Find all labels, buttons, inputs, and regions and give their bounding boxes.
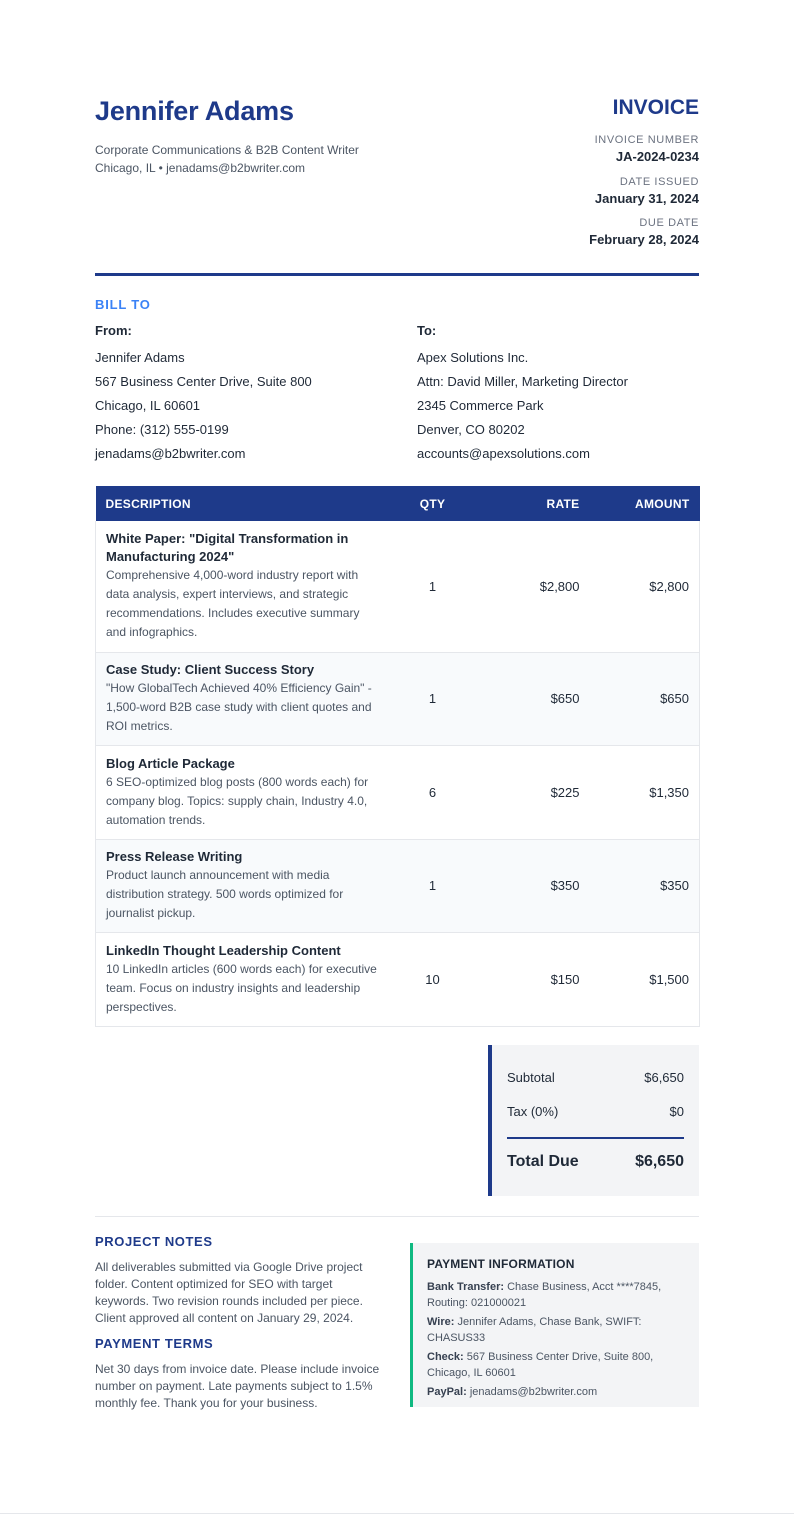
payment-method-value: 567 Business Center Drive, Suite 800, Chicago, IL 60601 — [427, 1351, 654, 1379]
totals-box — [488, 1045, 699, 1196]
from-line: Jennifer Adams — [95, 350, 185, 365]
due-date-label: DUE DATE — [639, 217, 699, 229]
table-header-row — [96, 486, 700, 521]
date-issued: January 31, 2024 — [594, 191, 699, 206]
due-date: February 28, 2024 — [589, 232, 699, 247]
totals-divider — [507, 1137, 684, 1139]
payment-method-value: Chase Business, Acct ****7845, Routing: 021000021 — [427, 1281, 662, 1309]
to-email[interactable]: accounts@apexsolutions.com — [417, 446, 590, 461]
subtotal-label: Subtotal — [507, 1070, 555, 1085]
item-qty: 10 — [393, 932, 473, 1026]
to-line: 2345 Commerce Park — [417, 398, 544, 413]
item-description: "How GlobalTech Achieved 40% Efficiency Gain" - 1,500-word B2B case study with client quotes and ROI metrics. — [106, 681, 372, 733]
invoice-header — [95, 96, 699, 251]
payment-method-wire — [427, 1314, 685, 1346]
from-line: Phone: (312) 555-0199 — [95, 422, 229, 437]
total-due-row — [507, 1153, 684, 1171]
col-amount: AMOUNT — [590, 486, 700, 521]
item-description: 6 SEO-optimized blog posts (800 words each) for company blog. Topics: supply chain, Industry 4.0, automation trends. — [106, 774, 369, 827]
item-description-cell — [96, 745, 393, 839]
col-description: DESCRIPTION — [96, 486, 393, 521]
item-title: Case Study: Client Success Story — [106, 662, 315, 677]
to-address — [417, 322, 628, 466]
tax-label: Tax (0%) — [507, 1104, 559, 1119]
footer-divider — [95, 1216, 699, 1217]
total-due-label: Total Due — [507, 1153, 579, 1170]
item-amount: $650 — [590, 652, 700, 745]
payment-method-check — [427, 1349, 685, 1381]
item-amount: $1,500 — [590, 932, 700, 1026]
payment-method-label: Wire: — [427, 1316, 455, 1328]
project-notes-text: All deliverables submitted via Google Drive project folder. Content optimized for SEO with target keywords. Two revision rounds included per piece. Client approved all content on January 29, 2024. — [95, 1260, 363, 1325]
item-rate: $150 — [473, 932, 590, 1026]
col-qty: QTY — [393, 486, 473, 521]
payment-terms-text: Net 30 days from invoice date. Please include invoice number on payment. Late payments subject to 1.5% monthly fee. Thank you for your business. — [95, 1362, 380, 1410]
from-email[interactable]: jenadams@b2bwriter.com — [95, 446, 246, 461]
invoice-number-label: INVOICE NUMBER — [594, 134, 699, 146]
item-amount: $350 — [590, 839, 700, 932]
item-qty: 1 — [393, 652, 473, 745]
tax-value: $0 — [669, 1104, 684, 1119]
page-bottom-edge — [0, 1513, 794, 1514]
payment-info-box — [410, 1243, 699, 1407]
writer-location-email: Chicago, IL • jenadams@b2bwriter.com — [95, 161, 306, 175]
tax-row — [507, 1104, 684, 1119]
item-qty: 6 — [393, 745, 473, 839]
from-line: Chicago, IL 60601 — [95, 398, 201, 413]
item-title: LinkedIn Thought Leadership Content — [106, 942, 341, 958]
payment-method-value[interactable]: jenadams@b2bwriter.com — [469, 1386, 598, 1398]
item-qty: 1 — [393, 521, 473, 652]
item-amount: $1,350 — [590, 745, 700, 839]
payment-info-title: PAYMENT INFORMATION — [427, 1257, 575, 1271]
invoice-page — [95, 0, 699, 1515]
item-description-cell — [96, 652, 393, 745]
bill-to-title: BILL TO — [95, 297, 151, 312]
item-title: White Paper: "Digital Transformation in Manufacturing 2024" — [106, 531, 349, 565]
to-heading: To: — [417, 323, 437, 338]
item-description: Product launch announcement with media distribution strategy. 500 words optimized for journalist pickup. — [106, 868, 344, 920]
table-row — [96, 932, 700, 1026]
item-rate: $350 — [473, 839, 590, 932]
subtotal-row — [507, 1070, 684, 1085]
item-qty: 1 — [393, 839, 473, 932]
payment-method-value: Jennifer Adams, Chase Bank, SWIFT: CHASUS33 — [427, 1316, 642, 1344]
from-line: 567 Business Center Drive, Suite 800 — [95, 374, 312, 389]
payment-method-label: Bank Transfer: — [427, 1281, 505, 1293]
document-type: INVOICE — [612, 96, 699, 119]
item-rate: $225 — [473, 745, 590, 839]
date-issued-label: DATE ISSUED — [619, 176, 699, 188]
writer-name: Jennifer Adams — [95, 96, 294, 126]
table-row — [96, 652, 700, 745]
total-due-value: $6,650 — [635, 1153, 684, 1170]
col-rate: RATE — [473, 486, 590, 521]
to-line: Attn: David Miller, Marketing Director — [417, 374, 628, 389]
payment-method-label: PayPal: — [427, 1386, 467, 1398]
item-title: Press Release Writing — [106, 849, 243, 864]
table-row — [96, 521, 700, 652]
line-items-table — [95, 486, 700, 1027]
item-description-cell — [96, 521, 393, 652]
table-row — [96, 745, 700, 839]
project-notes-title: PROJECT NOTES — [95, 1234, 213, 1249]
subtotal-value: $6,650 — [644, 1070, 684, 1085]
invoice-number: JA-2024-0234 — [615, 149, 699, 164]
payment-terms-title: PAYMENT TERMS — [95, 1336, 214, 1351]
item-amount: $2,800 — [590, 521, 700, 652]
payment-method-label: Check: — [427, 1351, 464, 1363]
from-address — [95, 322, 312, 466]
item-description-cell — [96, 839, 393, 932]
item-title: Blog Article Package — [106, 755, 235, 771]
header-divider — [95, 273, 699, 276]
payment-method-bank — [427, 1279, 685, 1311]
item-rate: $2,800 — [473, 521, 590, 652]
item-description-cell — [96, 932, 393, 1026]
writer-tagline: Corporate Communications & B2B Content Writer — [95, 143, 359, 157]
table-row — [96, 839, 700, 932]
item-description: Comprehensive 4,000-word industry report with data analysis, expert interviews, and strategic recommendations. Includes executive summary and infographics. — [106, 568, 360, 640]
item-rate: $650 — [473, 652, 590, 745]
payment-method-paypal — [427, 1384, 685, 1400]
item-description: 10 LinkedIn articles (600 words each) for executive team. Focus on industry insights and leadership perspectives. — [106, 961, 377, 1014]
from-heading: From: — [95, 323, 132, 338]
to-line: Apex Solutions Inc. — [417, 350, 529, 365]
to-line: Denver, CO 80202 — [417, 422, 525, 437]
